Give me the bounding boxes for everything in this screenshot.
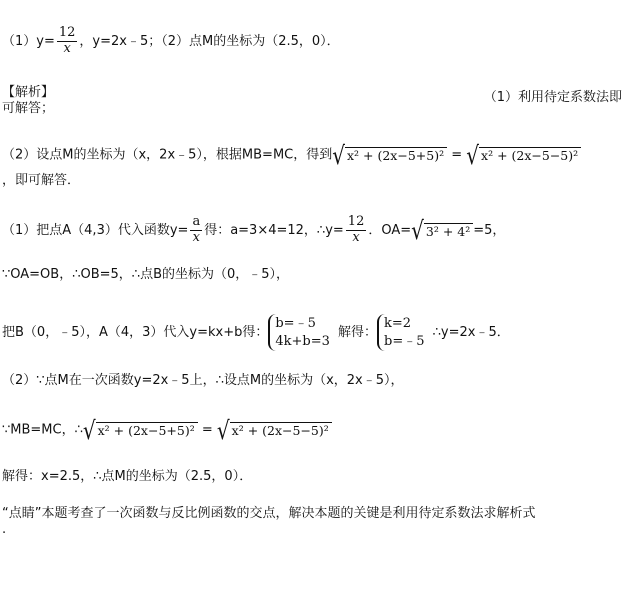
solution-text-d: =5，	[473, 222, 506, 238]
equation-prefix: ∵MB=MC，∴	[2, 422, 83, 438]
comment-line-end: .	[2, 522, 7, 537]
equation-system-1	[268, 314, 334, 351]
fraction-a-over-x	[190, 215, 202, 246]
system-eq-2: 4k+b=3	[275, 333, 330, 349]
solution-text-a: （1）把点A（4,3）代入函数y=	[2, 222, 189, 238]
sqrt-expression-2: √ x² + (2x−5−5)²	[217, 420, 332, 440]
solution-final-line: 解得：x=2.5，∴点M的坐标为（2.5，0）．	[2, 469, 253, 484]
analysis-heading-line	[2, 86, 54, 99]
sqrt-body-2: x² + (2x−5−5)²	[479, 147, 581, 163]
sqrt-body-2: x² + (2x−5−5)²	[230, 422, 332, 438]
analysis-part2-line	[2, 140, 581, 170]
fraction-denominator: x	[63, 40, 71, 56]
comment-line: “点睛”本题考查了一次函数与反比例函数的交点，解决本题的关键是利用待定系数法求解析式	[2, 506, 536, 521]
fraction-numerator: 12	[347, 214, 365, 229]
sqrt-body-oa: 3² + 4²	[424, 223, 473, 239]
system-sol-1: k=2	[384, 316, 412, 331]
solution-text-c: ．OA=	[368, 222, 412, 238]
sqrt-oa: √ 3² + 4²	[411, 220, 473, 240]
solution-part2-line: （2）∵点M在一次函数y=2x﹣5上，∴设点M的坐标为（x，2x﹣5），	[2, 373, 404, 388]
equals-sign: =	[447, 147, 467, 163]
fraction-denominator: x	[192, 229, 200, 245]
sqrt-expression-1: √ x² + (2x−5+5)²	[332, 145, 447, 165]
equation-system-2	[377, 314, 429, 351]
fraction-numerator: a	[192, 214, 201, 229]
fraction-12-over-x	[346, 215, 367, 246]
result-text: ∴y=2x﹣5．	[428, 325, 510, 341]
solution-text-b: 得：a=3×4=12，∴y=	[204, 222, 344, 238]
system-sol-2: b=﹣5	[384, 333, 425, 349]
equals-sign: =	[197, 422, 217, 438]
substitute-text: 把B（0，﹣5），A（4，3）代入y=kx+b得：	[2, 325, 269, 341]
answer-prefix: （1）y=	[2, 33, 55, 49]
analysis-hint-right: （1）利用待定系数法即	[483, 90, 622, 105]
fraction-denominator: x	[352, 229, 360, 245]
solution-ob-line: ∵OA=OB，∴OB=5，∴点B的坐标为（0，﹣5），	[2, 267, 290, 282]
answer-rest: ，y=2x﹣5；（2）点M的坐标为（2.5，0）．	[79, 33, 340, 49]
solution-part1-line	[2, 215, 505, 246]
analysis-part2-end: ，即可解答．	[2, 173, 81, 188]
fraction-12-over-x	[57, 26, 78, 57]
sqrt-body-1: x² + (2x−5+5)²	[96, 422, 198, 438]
sqrt-expression-1: √ x² + (2x−5+5)²	[83, 420, 198, 440]
analysis-part2-text: （2）设点M的坐标为（x，2x﹣5），根据MB=MC，得到	[2, 147, 333, 163]
sqrt-body-1: x² + (2x−5+5)²	[345, 147, 447, 163]
solution-substitute-line	[2, 314, 510, 351]
analysis-hint-continued: 可解答；	[2, 101, 55, 116]
system-eq-1: b=﹣5	[275, 316, 316, 331]
solve-text: 解得：	[333, 325, 378, 341]
analysis-heading: 【解析】	[2, 85, 55, 100]
solution-equation-line	[2, 415, 332, 445]
fraction-numerator: 12	[58, 25, 76, 40]
sqrt-expression-2: √ x² + (2x−5−5)²	[466, 145, 581, 165]
answer-line	[2, 26, 340, 57]
